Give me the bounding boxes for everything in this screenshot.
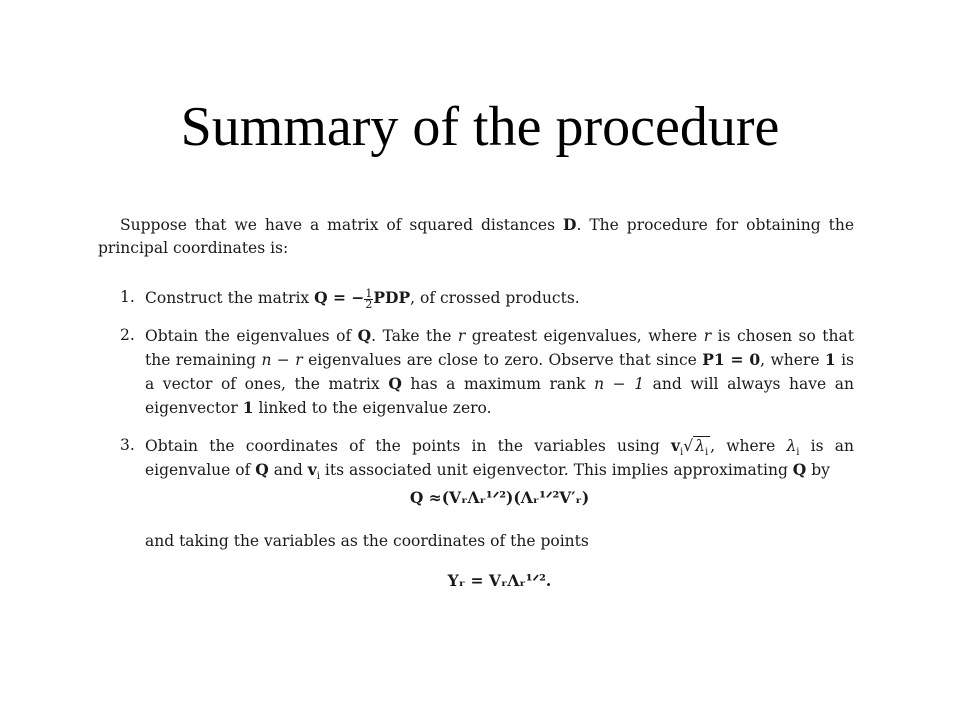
text: is a vector of ones, the matrix (145, 351, 854, 393)
text: has a maximum rank (401, 375, 595, 393)
equation-q-approx (145, 486, 854, 510)
symbol-r: r (457, 327, 466, 345)
text: . Take the (371, 327, 458, 345)
procedure-text (98, 213, 854, 593)
text: and will always have an eigenvector (145, 375, 854, 417)
text: Construct the matrix (145, 289, 315, 307)
intro-text-2: . The procedure for obtaining the principal coordinates is: (98, 216, 855, 257)
symbol-r: r (703, 327, 712, 345)
text: and (268, 461, 308, 479)
symbol-v: v (671, 436, 681, 455)
fraction-denominator: 2 (365, 297, 373, 311)
expr-n-minus-r: n − r (261, 351, 303, 369)
slide-title: Summary of the procedure (180, 96, 780, 158)
text: is an eigenvalue of (145, 437, 854, 479)
symbol-Q: Q (388, 374, 402, 393)
step-number: 3. (120, 436, 135, 454)
matrix-pdp: PDP (373, 288, 411, 307)
text: , where (710, 437, 787, 455)
subscript-i: i (796, 447, 800, 459)
symbol-one: 1 (824, 350, 836, 369)
equation-y (98, 569, 854, 593)
fraction-numerator: 1 (365, 286, 373, 300)
symbol-Q: Q (357, 326, 372, 345)
symbol-v: v (307, 460, 317, 479)
text: eigenvalues are close to zero. Observe that since (302, 351, 703, 369)
sqrt-lambda (693, 436, 710, 459)
equation-text: Yᵣ = VᵣΛᵣ¹ᐟ². (447, 571, 552, 590)
symbol-D: D (563, 215, 577, 234)
step-list (98, 286, 854, 510)
symbol-Q: Q (255, 460, 269, 479)
symbol-lambda: λ (695, 437, 705, 455)
sqrt-sign: √ (683, 437, 694, 455)
text: , where (760, 351, 825, 369)
subscript-i: i (680, 447, 684, 459)
continuation-text: and taking the variables as the coordinates of the points (145, 532, 589, 550)
symbol-one: 1 (242, 398, 254, 417)
equation-text: Q ≈(VᵣΛᵣ¹ᐟ²)(Λᵣ¹ᐟ²V′ᵣ) (409, 488, 590, 507)
text: , of crossed products. (410, 289, 580, 307)
text: its associated unit eigenvector. This implies approximating (319, 461, 793, 479)
intro-text-1: Suppose that we have a matrix of squared distances (120, 216, 563, 234)
list-item-step-1 (98, 286, 854, 310)
equation-q: Q = − (314, 288, 365, 307)
symbol-Q: Q (792, 460, 807, 479)
expr-p1-zero: P1 = 0 (702, 350, 761, 369)
text: greatest eigenvalues, where (465, 327, 704, 345)
list-item-step-2 (98, 324, 854, 420)
text: linked to the eigenvalue zero. (253, 399, 492, 417)
text: Obtain the eigenvalues of (145, 327, 358, 345)
symbol-lambda: λ (786, 437, 797, 455)
text: by (806, 461, 830, 479)
step-number: 2. (120, 326, 135, 344)
subscript-i: i (704, 447, 709, 459)
list-item-step-3 (98, 434, 854, 510)
step-number: 1. (120, 288, 135, 306)
text: Obtain the coordinates of the points in the variables using (145, 437, 672, 455)
intro-paragraph (98, 213, 854, 260)
text: is chosen so that the remaining (145, 327, 854, 369)
expr-n-minus-1: n − 1 (594, 375, 645, 393)
subscript-i: i (316, 471, 320, 483)
